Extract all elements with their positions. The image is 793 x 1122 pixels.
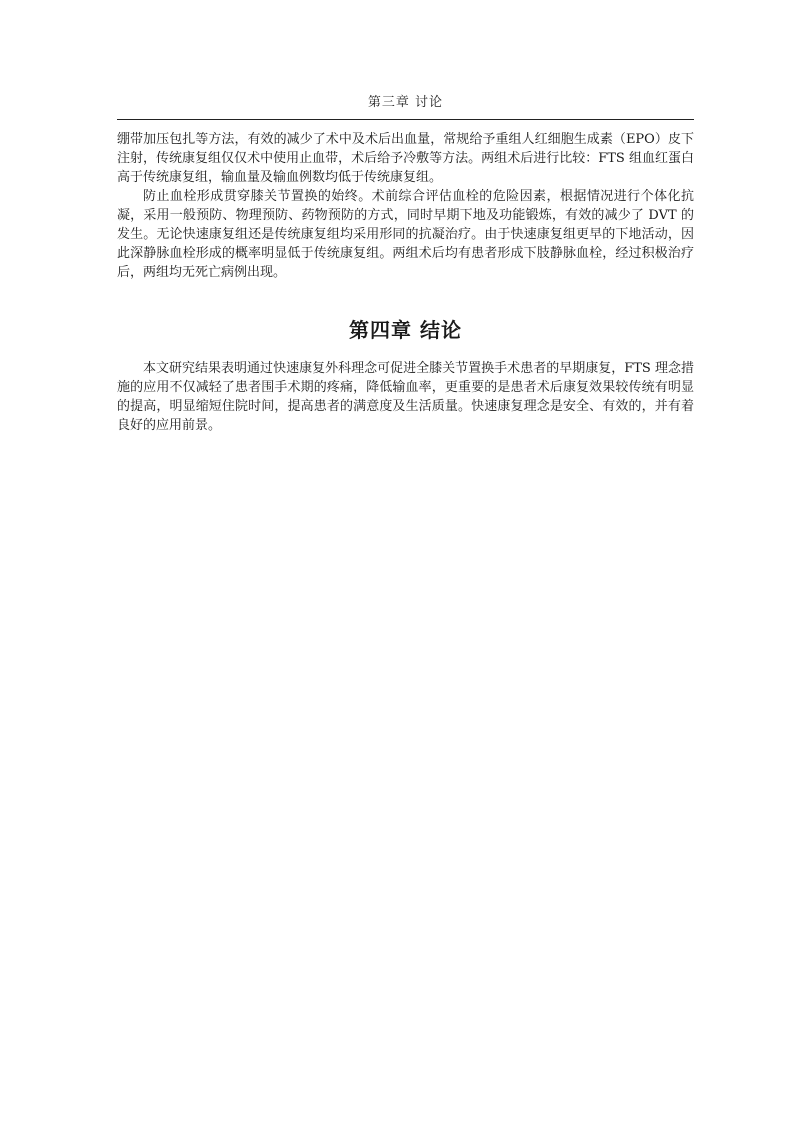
discussion-paragraph-thrombosis: 防止血栓形成贯穿膝关节置换的始终。术前综合评估血栓的危险因素，根据情况进行个体化抗凝，采用一般预防、物理预防、药物预防的方式，同时早期下地及功能锻炼，有效的减少了 DVT 的发生。无论快速康复组还是传统康复组均采用形同的抗凝治疗。由于快速康复组更早的下地活动，因此深静脉血栓形成的概率明显低于传统康复组。两组术后均有患者形成下肢静脉血栓，经过积极治疗后，两组均无死亡病例出现。 [117,189,694,280]
conclusion-paragraph: 本文研究结果表明通过快速康复外科理念可促进全膝关节置换手术患者的早期康复，FTS 理念措施的应用不仅减轻了患者围手术期的疼痛，降低输血率，更重要的是患者术后康复效果较传统有明显的提高，明显缩短住院时间，提高患者的满意度及生活质量。快速康复理念是安全、有效的，并有着良好的应用前景。 [117,361,694,433]
discussion-paragraph-continued: 绷带加压包扎等方法，有效的减少了术中及术后出血量，常规给予重组人红细胞生成素（EPO）皮下注射，传统康复组仅仅术中使用止血带，术后给予冷敷等方法。两组术后进行比较：FTS 组血红蛋白高于传统康复组，输血量及输血例数均低于传统康复组。 [117,132,694,185]
chapter-heading: 第四章 结论 [349,318,462,342]
running-header: 第三章 讨论 [367,95,444,110]
conclusion-section [117,359,694,435]
header-rule [117,119,694,120]
discussion-section [117,130,694,282]
